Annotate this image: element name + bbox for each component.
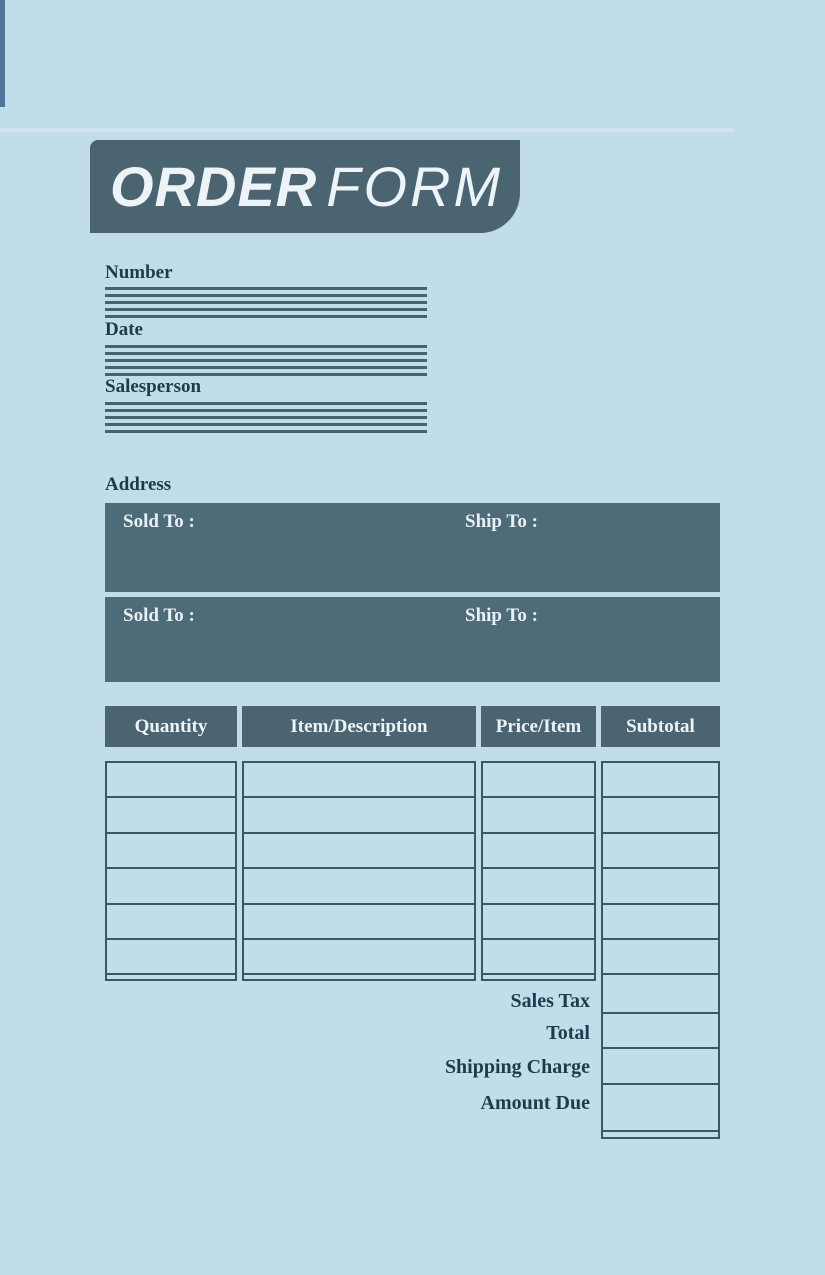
price-item-column <box>481 761 596 981</box>
subtotal-cell[interactable] <box>603 763 718 798</box>
salesperson-write-area[interactable] <box>105 402 427 433</box>
title-banner <box>90 140 520 233</box>
shipping-charge-value-cell[interactable] <box>603 1049 718 1085</box>
ruled-line <box>105 315 427 318</box>
subtotal-cell[interactable] <box>603 798 718 833</box>
price-item-cell[interactable] <box>483 834 594 869</box>
amount-due-label: Amount Due <box>480 1092 590 1114</box>
price-item-cell[interactable] <box>483 869 594 904</box>
sales-tax-label: Sales Tax <box>510 990 590 1012</box>
quantity-cell[interactable] <box>107 905 235 940</box>
number-write-area[interactable] <box>105 287 427 318</box>
col-header-quantity: Quantity <box>105 706 237 747</box>
salesperson-label: Salesperson <box>105 376 202 397</box>
item-description-column <box>242 761 476 981</box>
ruled-line <box>105 345 427 348</box>
ruled-line <box>105 359 427 362</box>
address-box-2[interactable] <box>105 597 720 682</box>
amount-due-value-cell[interactable] <box>603 1085 718 1132</box>
ruled-line <box>105 402 427 405</box>
total-label: Total <box>546 1022 590 1044</box>
col-header-price-item: Price/Item <box>481 706 596 747</box>
shipping-charge-label: Shipping Charge <box>444 1056 590 1078</box>
ruled-line <box>105 308 427 311</box>
item-description-cell[interactable] <box>244 798 474 833</box>
ruled-line <box>105 294 427 297</box>
col-header-subtotal: Subtotal <box>601 706 720 747</box>
ruled-line <box>105 416 427 419</box>
sold-to-label: Sold To : <box>123 605 195 626</box>
subtotal-column <box>601 761 720 1139</box>
page-title-order: ORDER <box>110 155 318 218</box>
ruled-line <box>105 430 427 433</box>
ruled-line <box>105 423 427 426</box>
item-description-cell[interactable] <box>244 940 474 975</box>
price-item-cell[interactable] <box>483 905 594 940</box>
sold-to-label: Sold To : <box>123 511 195 532</box>
subtotal-cell[interactable] <box>603 905 718 940</box>
total-value-cell[interactable] <box>603 1014 718 1049</box>
col-header-item-description: Item/Description <box>242 706 476 747</box>
subtotal-cell[interactable] <box>603 834 718 869</box>
ruled-line <box>105 287 427 290</box>
left-edge-strip <box>0 0 5 107</box>
ruled-line <box>105 352 427 355</box>
ruled-line <box>105 366 427 369</box>
quantity-cell[interactable] <box>107 763 235 798</box>
item-description-cell[interactable] <box>244 869 474 904</box>
top-light-band <box>0 128 733 132</box>
address-label: Address <box>105 474 172 495</box>
date-label: Date <box>105 319 143 340</box>
item-description-cell[interactable] <box>244 763 474 798</box>
ship-to-label: Ship To : <box>465 511 538 532</box>
ruled-line <box>105 301 427 304</box>
quantity-cell[interactable] <box>107 834 235 869</box>
quantity-cell[interactable] <box>107 869 235 904</box>
quantity-cell[interactable] <box>107 798 235 833</box>
quantity-cell[interactable] <box>107 940 235 975</box>
subtotal-cell[interactable] <box>603 940 718 975</box>
price-item-cell[interactable] <box>483 763 594 798</box>
subtotal-cell[interactable] <box>603 869 718 904</box>
page-title-form: FORM <box>326 155 504 218</box>
item-description-cell[interactable] <box>244 905 474 940</box>
ship-to-label: Ship To : <box>465 605 538 626</box>
sales-tax-value-cell[interactable] <box>603 975 718 1014</box>
number-label: Number <box>105 262 173 283</box>
address-box-1[interactable] <box>105 503 720 592</box>
item-description-cell[interactable] <box>244 834 474 869</box>
price-item-cell[interactable] <box>483 940 594 975</box>
ruled-line <box>105 409 427 412</box>
date-write-area[interactable] <box>105 345 427 376</box>
price-item-cell[interactable] <box>483 798 594 833</box>
quantity-column <box>105 761 237 981</box>
